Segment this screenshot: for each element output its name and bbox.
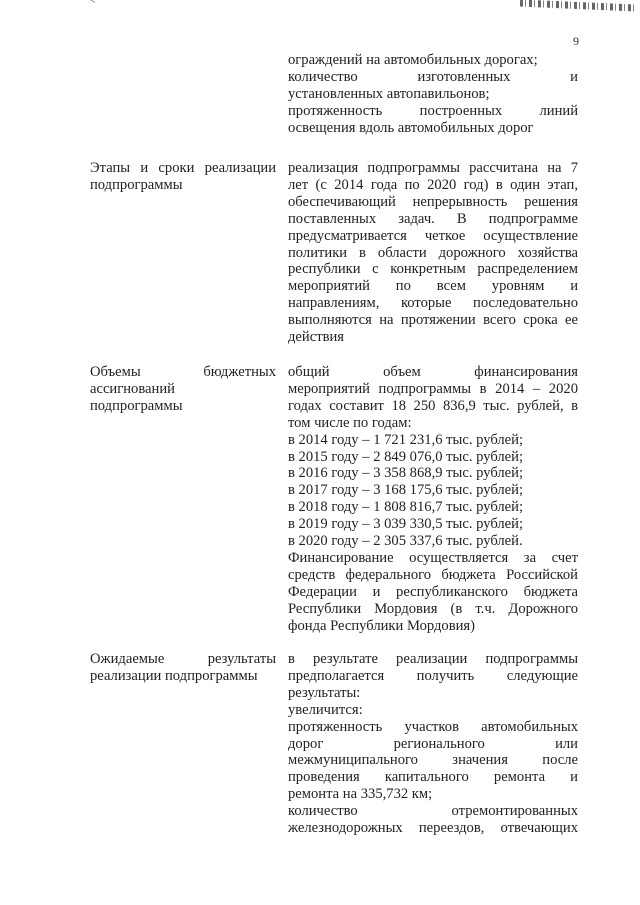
text-line: освещения вдоль автомобильных дорог (288, 119, 534, 136)
text-line: в 2020 году – 2 305 337,6 тыс. рублей. (288, 533, 523, 550)
label-line: подпрограммы (90, 397, 183, 414)
section-content (288, 651, 578, 837)
section-content (288, 364, 578, 635)
text-line: Федерации и республиканского бюджета (288, 583, 578, 600)
text-line: средств федерального бюджета Российской (288, 566, 578, 583)
text-line: количество отремонтированных (288, 803, 578, 820)
label-line: Объемы бюджетных (90, 364, 276, 380)
section-content (288, 52, 578, 137)
text-line: предполагается получить следующие (288, 667, 578, 684)
text-line: установленных автопавильонов; (288, 85, 490, 102)
text-line: республики с конкретным распределением (288, 261, 578, 278)
section-label (90, 160, 276, 194)
text-line: ремонта на 335,732 км; (288, 786, 433, 803)
text-line: количество изготовленных и (288, 68, 578, 85)
text-line: в 2019 году – 3 039 330,5 тыс. рублей; (288, 516, 524, 533)
text-line: в 2014 году – 1 721 231,6 тыс. рублей; (288, 431, 524, 448)
section-label (90, 364, 276, 415)
text-line: действия (288, 329, 344, 346)
scan-artifact-mark (87, 0, 96, 8)
label-line: Ожидаемые результаты (90, 651, 276, 667)
text-line: железнодорожных переездов, отвечающих (288, 820, 578, 837)
section-label (90, 651, 276, 685)
text-line: Финансирование осуществляется за счет (288, 549, 578, 566)
text-line: политики в области дорожного хозяйства (288, 244, 578, 261)
text-line: реализация подпрограммы рассчитана на 7 (288, 160, 578, 176)
section-content (288, 160, 578, 346)
text-line: поставленных задач. В подпрограмме (288, 210, 578, 227)
text-line: межмуниципального значения после (288, 752, 578, 769)
text-line: в результате реализации подпрограммы (288, 651, 578, 667)
label-line: Этапы и сроки реализации (90, 160, 276, 176)
label-line: подпрограммы (90, 176, 183, 193)
text-line: мероприятий по всем уровням и (288, 278, 578, 295)
text-line: фонда Республики Мордовия) (288, 617, 475, 634)
text-line: увеличится: (288, 701, 363, 718)
text-line: направлениям, которые последовательно (288, 295, 578, 312)
label-line: ассигнований (90, 380, 175, 397)
text-line: дорог регионального или (288, 735, 578, 752)
text-line: в 2015 году – 2 849 076,0 тыс. рублей; (288, 448, 524, 465)
text-line: ограждений на автомобильных дорогах; (288, 52, 538, 68)
text-line: проведения капитального ремонта и (288, 769, 578, 786)
text-line: мероприятий подпрограммы в 2014 – 2020 (288, 380, 578, 397)
text-line: обеспечивающий непрерывность решения (288, 193, 578, 210)
text-line: предусматривается четкое осуществление (288, 227, 578, 244)
text-line: выполняются на протяжении всего срока ее (288, 312, 578, 329)
text-line: лет (с 2014 года по 2020 год) в один этап, (288, 176, 578, 193)
text-line: том числе по годам: (288, 414, 412, 431)
text-line: Республики Мордовия (в т.ч. Дорожного (288, 600, 578, 617)
page-number: 9 (573, 34, 579, 48)
label-line: реализации подпрограммы (90, 667, 258, 684)
text-line: протяженность участков автомобильных (288, 718, 578, 735)
scan-artifact (520, 0, 635, 12)
text-line: в 2017 году – 3 168 175,6 тыс. рублей; (288, 482, 524, 499)
text-line: протяженность построенных линий (288, 102, 578, 119)
text-line: в 2016 году – 3 358 868,9 тыс. рублей; (288, 465, 524, 482)
text-line: годах составит 18 250 836,9 тыс. рублей, в (288, 397, 578, 414)
text-line: результаты: (288, 684, 361, 701)
text-line: в 2018 году – 1 808 816,7 тыс. рублей; (288, 499, 524, 516)
text-line: общий объем финансирования (288, 364, 578, 380)
